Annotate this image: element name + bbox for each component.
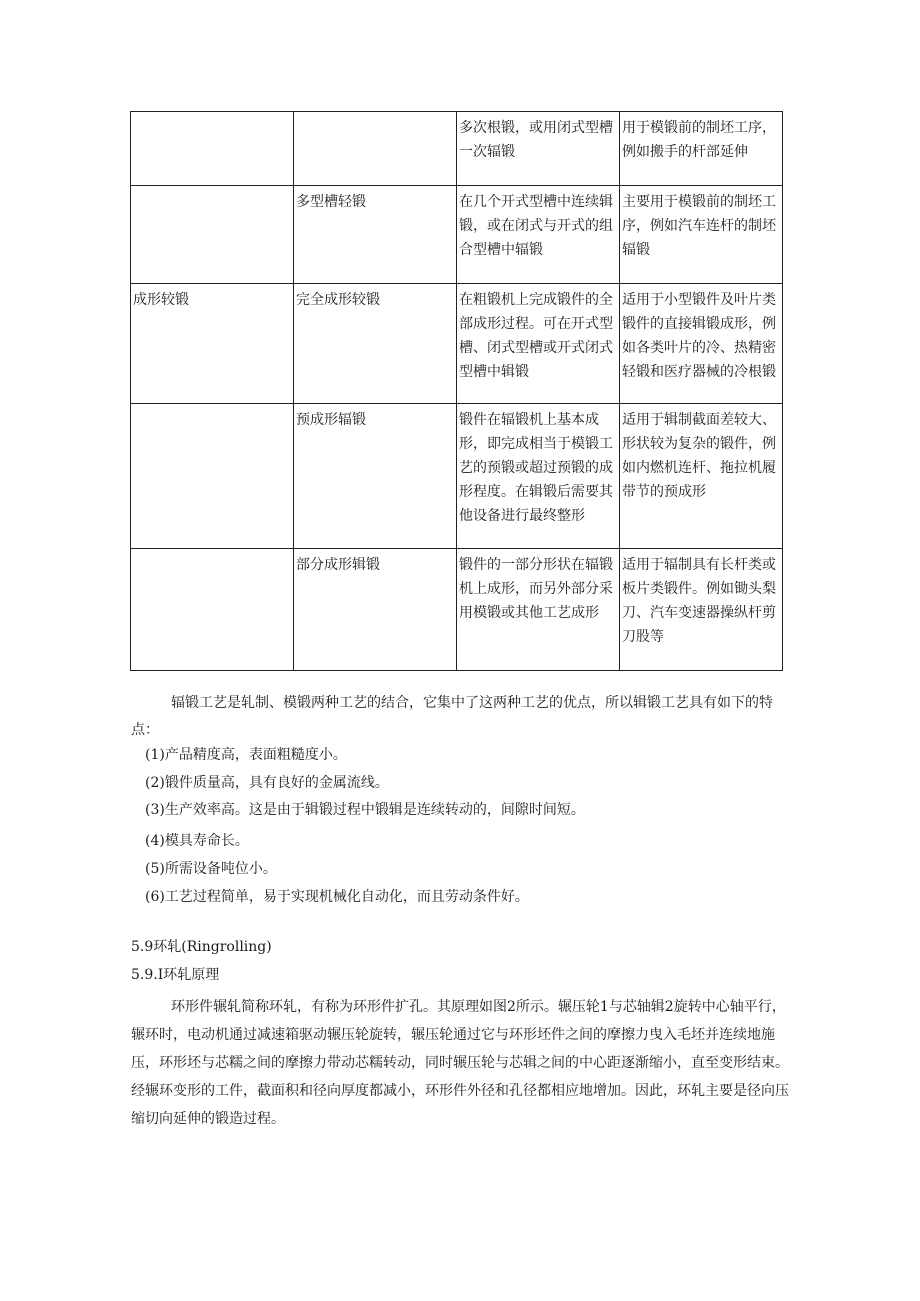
feature-item: (1)产品精度高，表面粗糙度小。 bbox=[145, 747, 347, 763]
table-cell: 预成形辐锻 bbox=[294, 404, 457, 549]
table-row bbox=[131, 404, 783, 549]
table-cell: 成形较锻 bbox=[131, 284, 294, 404]
intro-paragraph: 辐锻工艺是轧制、模锻两种工艺的结合，它集中了这两种工艺的优点，所以辑锻工艺具有如下的特点： bbox=[131, 695, 773, 738]
table-cell: 完全成形较锻 bbox=[294, 284, 457, 404]
table-cell: 主要用于模锻前的制坯工序，例如汽车连杆的制坯辐锻 bbox=[620, 186, 783, 284]
table-cell: 锻件在辐锻机上基本成形，即完成相当于模锻工艺的预锻或超过预锻的成形程度。在辑锻后需要其他设备进行最终整形 bbox=[457, 404, 620, 549]
forging-table bbox=[130, 111, 783, 671]
table-cell: 用于模锻前的制坯工序，例如搬手的杆部延伸 bbox=[620, 112, 783, 186]
feature-item: (6)工艺过程简单，易于实现机械化自动化，而且劳动条件好。 bbox=[145, 889, 529, 905]
table-cell bbox=[131, 112, 294, 186]
body-paragraph: 环形件辗轧简称环轧，有称为环形件扩孔。其原理如图2所示。辗压轮1与芯轴辑2旋转中心轴平行，辗环时，电动机通过减速箱驱动辗压轮旋转，辗压轮通过它与环形坯件之间的摩擦力曳入毛坯并连续地施压，环形坯与芯糯之间的摩擦力带动芯糯转动，同时辗压轮与芯辑之间的中心距逐渐缩小，直至变形结束。经辗环变形的工件，截面积和径向厚度都减小，环形件外径和孔径都相应地增加。因此，环轧主要是径向压缩切向延伸的锻造过程。 bbox=[131, 999, 789, 1127]
table-row bbox=[131, 112, 783, 186]
table-row bbox=[131, 284, 783, 404]
feature-item: (3)生产效率高。这是由于辑锻过程中锻辑是连续转动的，间隙时间短。 bbox=[145, 802, 585, 818]
subsection-title: 5.9.I环轧原理 bbox=[131, 967, 220, 983]
table-cell: 多次根锻，或用闭式型槽一次辐锻 bbox=[457, 112, 620, 186]
table-cell: 多型槽轻锻 bbox=[294, 186, 457, 284]
table-cell: 适用于辐制具有长杆类或板片类锻件。例如锄头梨刀、汽车变速器操纵杆剪刀股等 bbox=[620, 549, 783, 671]
feature-item: (2)锻件质量高，具有良好的金属流线。 bbox=[145, 775, 389, 791]
table-cell: 在粗锻机上完成锻件的全部成形过程。可在开式型槽、闭式型槽或开式闭式型槽中辑锻 bbox=[457, 284, 620, 404]
table-cell: 在几个开式型槽中连续辑锻，或在闭式与开式的组合型槽中辐锻 bbox=[457, 186, 620, 284]
section-title: 5.9环轧(Ringrolling) bbox=[131, 939, 272, 955]
feature-item: (4)模具寿命长。 bbox=[145, 833, 249, 849]
table-cell: 适用于辑制截面差较大、形状较为复杂的锻件，例如内燃机连杆、拖拉机履带节的预成形 bbox=[620, 404, 783, 549]
table-cell bbox=[294, 112, 457, 186]
table-cell: 适用于小型锻件及叶片类锻件的直接辑锻成形，例如各类叶片的冷、热精密轻锻和医疗器械的冷根锻 bbox=[620, 284, 783, 404]
table-row bbox=[131, 186, 783, 284]
table-cell: 锻件的一部分形状在辐锻机上成形，而另外部分采用模锻或其他工艺成形 bbox=[457, 549, 620, 671]
table-cell: 部分成形辑锻 bbox=[294, 549, 457, 671]
table-cell bbox=[131, 186, 294, 284]
table-row bbox=[131, 549, 783, 671]
feature-item: (5)所需设备吨位小。 bbox=[145, 861, 277, 877]
table-cell bbox=[131, 404, 294, 549]
table-cell bbox=[131, 549, 294, 671]
